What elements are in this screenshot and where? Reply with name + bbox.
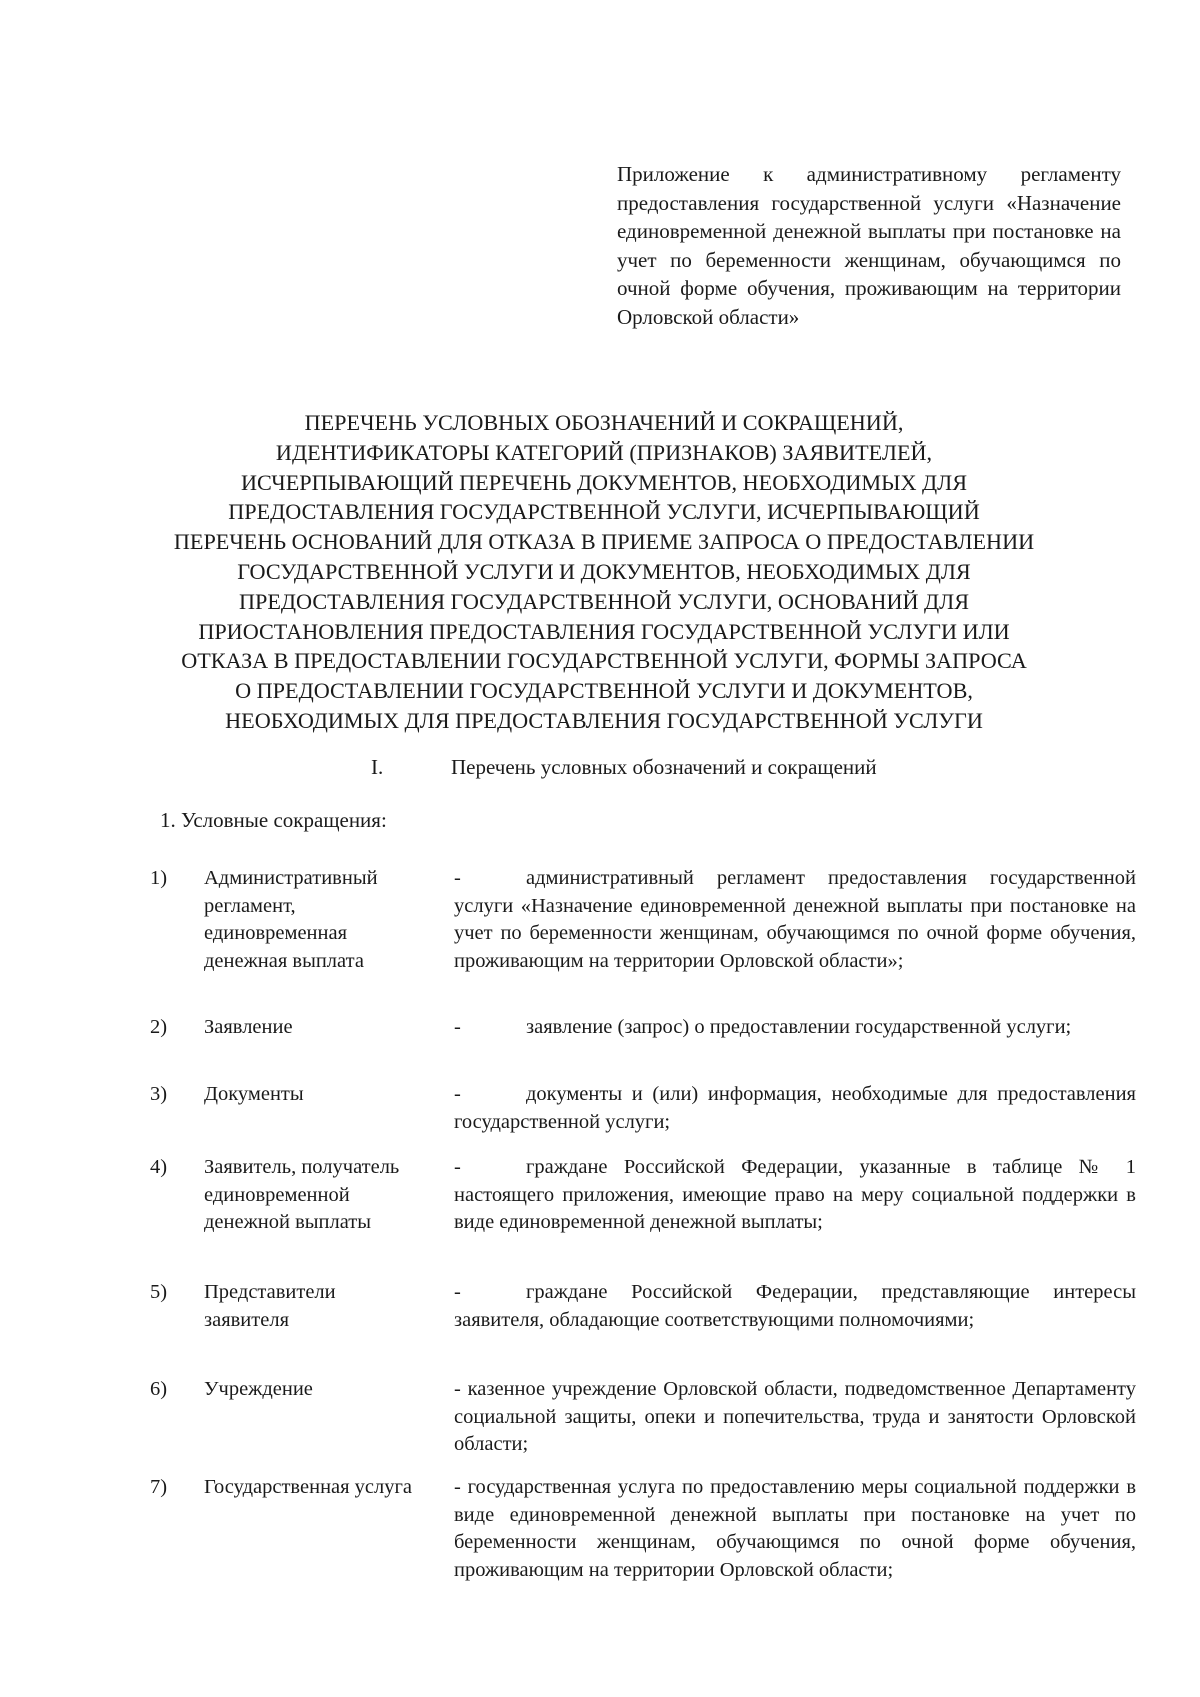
definition-number: 2) <box>150 1016 168 1038</box>
title-line: О ПРЕДОСТАВЛЕНИИ ГОСУДАРСТВЕННОЙ УСЛУГИ И ДОКУМЕНТОВ, <box>235 678 973 704</box>
definition-term: Государственная услуга <box>204 1476 413 1498</box>
definition-body: административный регламент предоставления государственной услуги «Назначение единовременной денежной выплаты при постановке на учет по беременности женщинам, обучающимся по очной форме обучения, проживающим на территории Орловской области»; <box>454 867 1136 972</box>
definition-term: Административный регламент, единовременная денежная выплата <box>204 867 378 972</box>
definition-dash: - <box>454 867 461 889</box>
title-line: ПЕРЕЧЕНЬ УСЛОВНЫХ ОБОЗНАЧЕНИЙ И СОКРАЩЕНИЙ, <box>304 410 904 435</box>
title-line: ИСЧЕРПЫВАЮЩИЙ ПЕРЕЧЕНЬ ДОКУМЕНТОВ, НЕОБХОДИМЫХ ДЛЯ <box>241 469 967 495</box>
definition-text <box>454 1154 1136 1237</box>
definition-text <box>454 1474 1136 1584</box>
definition-body: государственная услуга по предоставлению меры социальной поддержки в виде единовременной денежной выплаты при постановке на учет по беременности женщинам, обучающимся по очной форме обучения, проживающим на территории Орловской области; <box>454 1476 1137 1581</box>
definition-number: 1) <box>150 867 168 889</box>
definition-number: 3) <box>150 1083 168 1105</box>
definition-number: 6) <box>150 1378 168 1400</box>
definition-number: 7) <box>150 1476 168 1498</box>
definition-dash: - <box>454 1281 461 1303</box>
title-line: ОТКАЗА В ПРЕДОСТАВЛЕНИИ ГОСУДАРСТВЕННОЙ УСЛУГИ, ФОРМЫ ЗАПРОСА <box>181 648 1027 674</box>
definition-body: казенное учреждение Орловской области, подведомственное Департаменту социальной защиты, опеки и попечительства, труда и занятости Орловской области; <box>454 1378 1136 1456</box>
title-line: ГОСУДАРСТВЕННОЙ УСЛУГИ И ДОКУМЕНТОВ, НЕОБХОДИМЫХ ДЛЯ <box>237 558 971 584</box>
definition-body: документы и (или) информация, необходимые для предоставления государственной услуги; <box>454 1083 1136 1133</box>
title-line: ПРЕДОСТАВЛЕНИЯ ГОСУДАРСТВЕННОЙ УСЛУГИ, ОСНОВАНИЙ ДЛЯ <box>238 588 970 614</box>
section-number: I. <box>371 755 384 779</box>
title-line: ПРИОСТАНОВЛЕНИЯ ПРЕДОСТАВЛЕНИЯ ГОСУДАРСТВЕННОЙ УСЛУГИ ИЛИ <box>198 618 1010 644</box>
definition-dash: - <box>454 1016 461 1038</box>
section-title: Перечень условных обозначений и сокращений <box>451 755 877 779</box>
definition-body: заявление (запрос) о предоставлении государственной услуги; <box>526 1016 1072 1038</box>
definition-term: Заявление <box>204 1016 293 1038</box>
definition-term: Учреждение <box>204 1378 313 1400</box>
definition-body: граждане Российской Федерации, представляющие интересы заявителя, обладающие соответствующими полномочиями; <box>454 1281 1136 1331</box>
definition-text <box>454 1279 1136 1334</box>
title-line: ИДЕНТИФИКАТОРЫ КАТЕГОРИЙ (ПРИЗНАКОВ) ЗАЯВИТЕЛЕЙ, <box>275 439 933 465</box>
definition-number: 5) <box>150 1281 168 1303</box>
definition-dash: - <box>454 1476 461 1498</box>
definition-body: граждане Российской Федерации, указанные в таблице № 1 настоящего приложения, имеющие право на меру социальной поддержки в виде единовременной денежной выплаты; <box>454 1156 1136 1234</box>
appendix-header: Приложение к административному регламенту предоставления государственной услуги «Назначение единовременной денежной выплаты при постановке на учет по беременности женщинам, обучающимся по очной форме обучения, проживающим на территории Орловской области» <box>617 162 1121 329</box>
definition-number: 4) <box>150 1156 168 1178</box>
definition-text <box>454 1014 1136 1042</box>
title-line: ПЕРЕЧЕНЬ ОСНОВАНИЙ ДЛЯ ОТКАЗА В ПРИЕМЕ ЗАПРОСА О ПРЕДОСТАВЛЕНИИ <box>173 529 1035 555</box>
document-title <box>140 408 1068 736</box>
definition-dash: - <box>454 1156 461 1178</box>
definition-term: Представители заявителя <box>204 1281 336 1331</box>
definition-text <box>454 1376 1136 1459</box>
definition-text <box>454 865 1136 975</box>
definition-term: Документы <box>204 1083 304 1105</box>
definition-term: Заявитель, получатель единовременной денежной выплаты <box>204 1156 400 1234</box>
title-line: НЕОБХОДИМЫХ ДЛЯ ПРЕДОСТАВЛЕНИЯ ГОСУДАРСТВЕННОЙ УСЛУГИ <box>225 707 983 733</box>
title-line: ПРЕДОСТАВЛЕНИЯ ГОСУДАРСТВЕННОЙ УСЛУГИ, ИСЧЕРПЫВАЮЩИЙ <box>228 499 980 525</box>
definition-dash: - <box>454 1378 461 1400</box>
subsection-title: 1. Условные сокращения: <box>160 808 387 832</box>
definition-dash: - <box>454 1083 461 1105</box>
definition-text <box>454 1081 1136 1136</box>
